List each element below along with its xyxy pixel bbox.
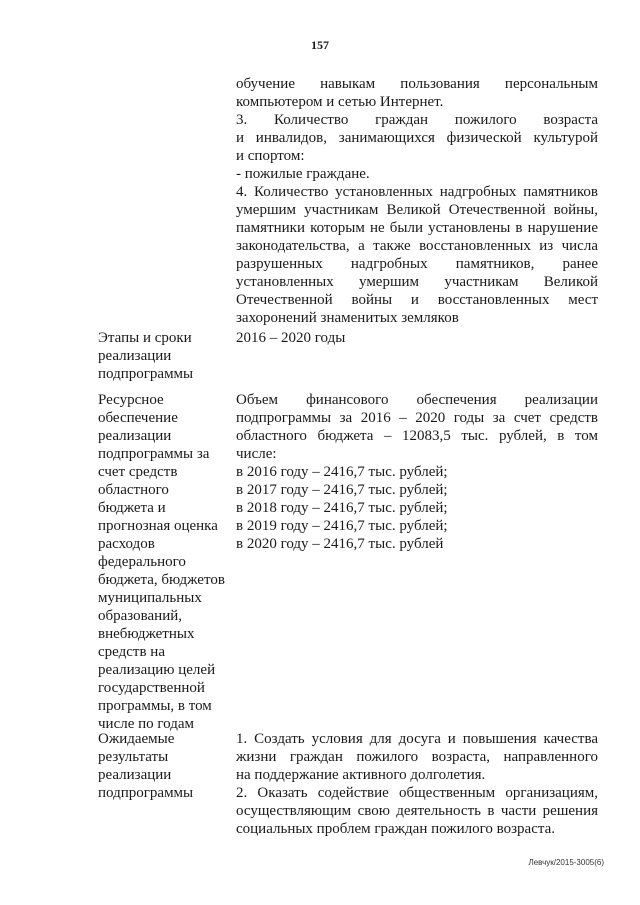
text-line: программы, в том bbox=[98, 698, 212, 714]
expected-results-value bbox=[236, 730, 598, 838]
text-line: реализации bbox=[98, 767, 172, 783]
text-line: реализации bbox=[98, 428, 172, 444]
text-line: 1. Создать условия для досуга и повышения качества bbox=[236, 731, 598, 747]
text-line: обучение навыкам пользования персональным bbox=[236, 76, 598, 92]
text-line: государственной bbox=[98, 680, 205, 696]
text-line: реализацию целей bbox=[98, 662, 216, 678]
text-line: бюджета, бюджетов bbox=[98, 572, 225, 588]
text-line: Отечественной войны и восстановленных мест bbox=[236, 292, 598, 308]
page-number: 157 bbox=[311, 38, 329, 52]
text-line: социальных проблем граждан пожилого возраста. bbox=[236, 821, 556, 837]
text-line: захоронений знаменитых земляков bbox=[236, 310, 459, 326]
text-line: образований, bbox=[98, 608, 183, 624]
funding-value bbox=[236, 391, 598, 553]
text-line: результаты bbox=[98, 749, 169, 765]
text-line: счет средств bbox=[98, 464, 178, 480]
text-line: средств на bbox=[98, 644, 165, 660]
text-line: муниципальных bbox=[98, 590, 202, 606]
text-line: прогнозная оценка bbox=[98, 518, 218, 534]
text-line: областного бюджета – 12083,5 тыс. рублей, в том bbox=[236, 428, 598, 444]
text-line: подпрограммы bbox=[98, 785, 194, 801]
text-line: подпрограммы bbox=[98, 366, 194, 382]
text-line: в 2018 году – 2416,7 тыс. рублей; bbox=[236, 500, 448, 516]
text-line: расходов bbox=[98, 536, 155, 552]
text-line: и спортом: bbox=[236, 148, 305, 164]
text-line: установленных умершим участникам Великой bbox=[236, 274, 598, 290]
text-line: в 2017 году – 2416,7 тыс. рублей; bbox=[236, 482, 448, 498]
expected-results-label bbox=[98, 730, 234, 802]
text-line: разрушенных надгробных памятников, ранее bbox=[236, 256, 598, 272]
text-line: областного bbox=[98, 482, 169, 498]
stages-value bbox=[236, 329, 598, 347]
text-line: жизни граждан пожилого возраста, направленного bbox=[236, 749, 598, 765]
text-line: на поддержание активного долголетия. bbox=[236, 767, 486, 783]
text-line: числе по годам bbox=[98, 716, 195, 732]
text-line: и инвалидов, занимающихся физической культурой bbox=[236, 130, 598, 146]
text-line: 2. Оказать содействие общественным организациям, bbox=[236, 785, 598, 801]
stages-label bbox=[98, 329, 234, 383]
targets-continued-text bbox=[236, 75, 598, 327]
text-line: - пожилые граждане. bbox=[236, 166, 370, 182]
text-line: 3. Количество граждан пожилого возраста bbox=[236, 112, 598, 128]
text-line: федерального bbox=[98, 554, 186, 570]
text-line: реализации bbox=[98, 348, 172, 364]
text-line: законодательства, а также восстановленных из числа bbox=[236, 238, 598, 254]
text-line: обеспечение bbox=[98, 410, 178, 426]
text-line: умершим участникам Великой Отечественной войны, bbox=[236, 202, 598, 218]
text-line: в 2020 году – 2416,7 тыс. рублей bbox=[236, 536, 444, 552]
text-line: внебюджетных bbox=[98, 626, 195, 642]
text-line: бюджета и bbox=[98, 500, 166, 516]
text-line: подпрограммы за bbox=[98, 446, 210, 462]
text-line: 2016 – 2020 годы bbox=[236, 330, 346, 346]
text-line: компьютером и сетью Интернет. bbox=[236, 94, 444, 110]
text-line: Ожидаемые bbox=[98, 731, 175, 747]
text-line: числе: bbox=[236, 446, 277, 462]
text-line: Ресурсное bbox=[98, 392, 164, 408]
text-line: памятники которым не были установлены в нарушение bbox=[236, 220, 598, 236]
text-line: 4. Количество установленных надгробных памятников bbox=[236, 184, 598, 200]
text-line: осуществляющим свою деятельность в части решения bbox=[236, 803, 598, 819]
text-line: Этапы и сроки bbox=[98, 330, 192, 346]
text-line: в 2019 году – 2416,7 тыс. рублей; bbox=[236, 518, 448, 534]
text-line: подпрограммы за 2016 – 2020 годы за счет средств bbox=[236, 410, 598, 426]
text-line: Объем финансового обеспечения реализации bbox=[236, 392, 598, 408]
text-line: в 2016 году – 2416,7 тыс. рублей; bbox=[236, 464, 448, 480]
document-code: Левчук/2015-3005(6) bbox=[528, 858, 604, 867]
funding-label bbox=[98, 391, 234, 733]
